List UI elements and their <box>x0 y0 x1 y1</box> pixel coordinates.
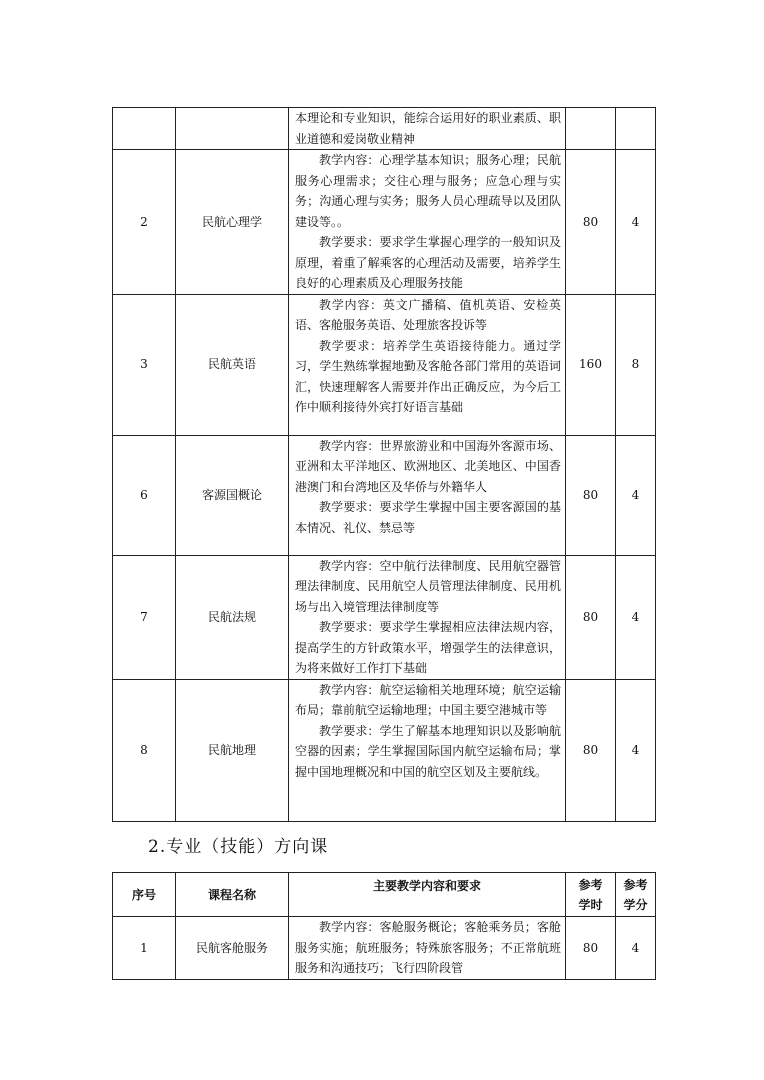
course-content <box>289 679 566 821</box>
course-name: 客源国概论 <box>176 435 289 555</box>
course-name: 民航英语 <box>176 294 289 435</box>
course-number: 7 <box>113 555 176 679</box>
section-heading: 2.专业（技能）方向课 <box>148 837 329 857</box>
course-name: 民航法规 <box>176 555 289 679</box>
table-row <box>113 435 656 555</box>
requirement-paragraph: 教学要求：要求学生掌握中国主要客源国的基本情况、礼仪、禁忌等 <box>295 500 561 535</box>
table-row <box>113 150 656 295</box>
course-number: 8 <box>113 679 176 821</box>
direction-course-table <box>112 872 656 980</box>
course-name: 民航心理学 <box>176 150 289 295</box>
course-content <box>289 555 566 679</box>
course-content <box>289 917 566 980</box>
course-number: 6 <box>113 435 176 555</box>
course-content <box>289 294 566 435</box>
course-credits: 8 <box>616 294 656 435</box>
content-paragraph: 教学内容：航空运输相关地理环境；航空运输布局；靠前航空运输地理；中国主要空港城市等 <box>295 682 561 717</box>
course-content <box>289 435 566 555</box>
content-paragraph: 教学内容：客舱服务概论；客舱乘务员；客舱服务实施；航班服务；特殊旅客服务；不正常航班服务和沟通技巧；飞行四阶段管 <box>295 920 561 975</box>
course-name <box>176 108 289 150</box>
course-content <box>289 150 566 295</box>
course-number: 3 <box>113 294 176 435</box>
course-hours: 80 <box>566 917 616 980</box>
content-paragraph: 教学内容：世界旅游业和中国海外客源市场、亚洲和太平洋地区、欧洲地区、北美地区、中国香港澳门和台湾地区及华侨与外籍华人 <box>295 438 561 494</box>
table-row <box>113 555 656 679</box>
course-number: 2 <box>113 150 176 295</box>
course-number: 1 <box>113 917 176 980</box>
requirement-paragraph: 教学要求：要求学生掌握相应法律法规内容，提高学生的方针政策水平，增强学生的法律意识，为将来做好工作打下基础 <box>295 620 561 675</box>
requirement-paragraph: 教学要求：培养学生英语接待能力。通过学习，学生熟练掌握地勤及客舱各部门常用的英语词汇，快速理解客人需要并作出正确反应，为今后工作中顺利接待外宾打好语言基础 <box>295 338 561 414</box>
curriculum-table-continued <box>112 107 656 822</box>
content-paragraph: 教学内容：空中航行法律制度、民用航空器管理法律制度、民用航空人员管理法律制度、民用机场与出入境管理法律制度等 <box>295 558 561 614</box>
header-credits: 参考学分 <box>616 873 656 917</box>
course-hours: 160 <box>566 294 616 435</box>
table-row <box>113 917 656 980</box>
course-number <box>113 108 176 150</box>
table-header-row <box>113 873 656 917</box>
header-course-name: 课程名称 <box>176 873 289 917</box>
course-name: 民航客舱服务 <box>176 917 289 980</box>
course-credits <box>616 108 656 150</box>
header-number: 序号 <box>113 873 176 917</box>
course-hours: 80 <box>566 679 616 821</box>
table-row <box>113 108 656 150</box>
content-paragraph: 教学内容：英文广播稿、值机英语、安检英语、客舱服务英语、处理旅客投诉等 <box>295 297 561 332</box>
course-content <box>289 108 566 150</box>
course-hours <box>566 108 616 150</box>
course-hours: 80 <box>566 555 616 679</box>
requirement-paragraph: 教学要求：学生了解基本地理知识以及影响航空器的因素；学生掌握国际国内航空运输布局；掌握中国地理概况和中国的航空区划及主要航线。 <box>295 723 561 779</box>
table-row <box>113 679 656 821</box>
content-paragraph: 教学内容：心理学基本知识；服务心理；民航服务心理需求；交往心理与服务；应急心理与实务；沟通心理与实务；服务人员心理疏导以及团队建设等。。 <box>295 153 561 229</box>
course-credits: 4 <box>616 679 656 821</box>
table-row <box>113 294 656 435</box>
course-credits: 4 <box>616 435 656 555</box>
content-paragraph: 本理论和专业知识，能综合运用好的职业素质、职业道德和爱岗敬业精神 <box>295 111 561 146</box>
course-credits: 4 <box>616 917 656 980</box>
course-credits: 4 <box>616 555 656 679</box>
header-content: 主要教学内容和要求 <box>289 873 566 917</box>
header-hours: 参考学时 <box>566 873 616 917</box>
requirement-paragraph: 教学要求：要求学生掌握心理学的一般知识及原理，着重了解乘客的心理活动及需要，培养学生良好的心理素质及心理服务技能 <box>295 235 561 290</box>
course-credits: 4 <box>616 150 656 295</box>
course-name: 民航地理 <box>176 679 289 821</box>
course-hours: 80 <box>566 435 616 555</box>
course-hours: 80 <box>566 150 616 295</box>
